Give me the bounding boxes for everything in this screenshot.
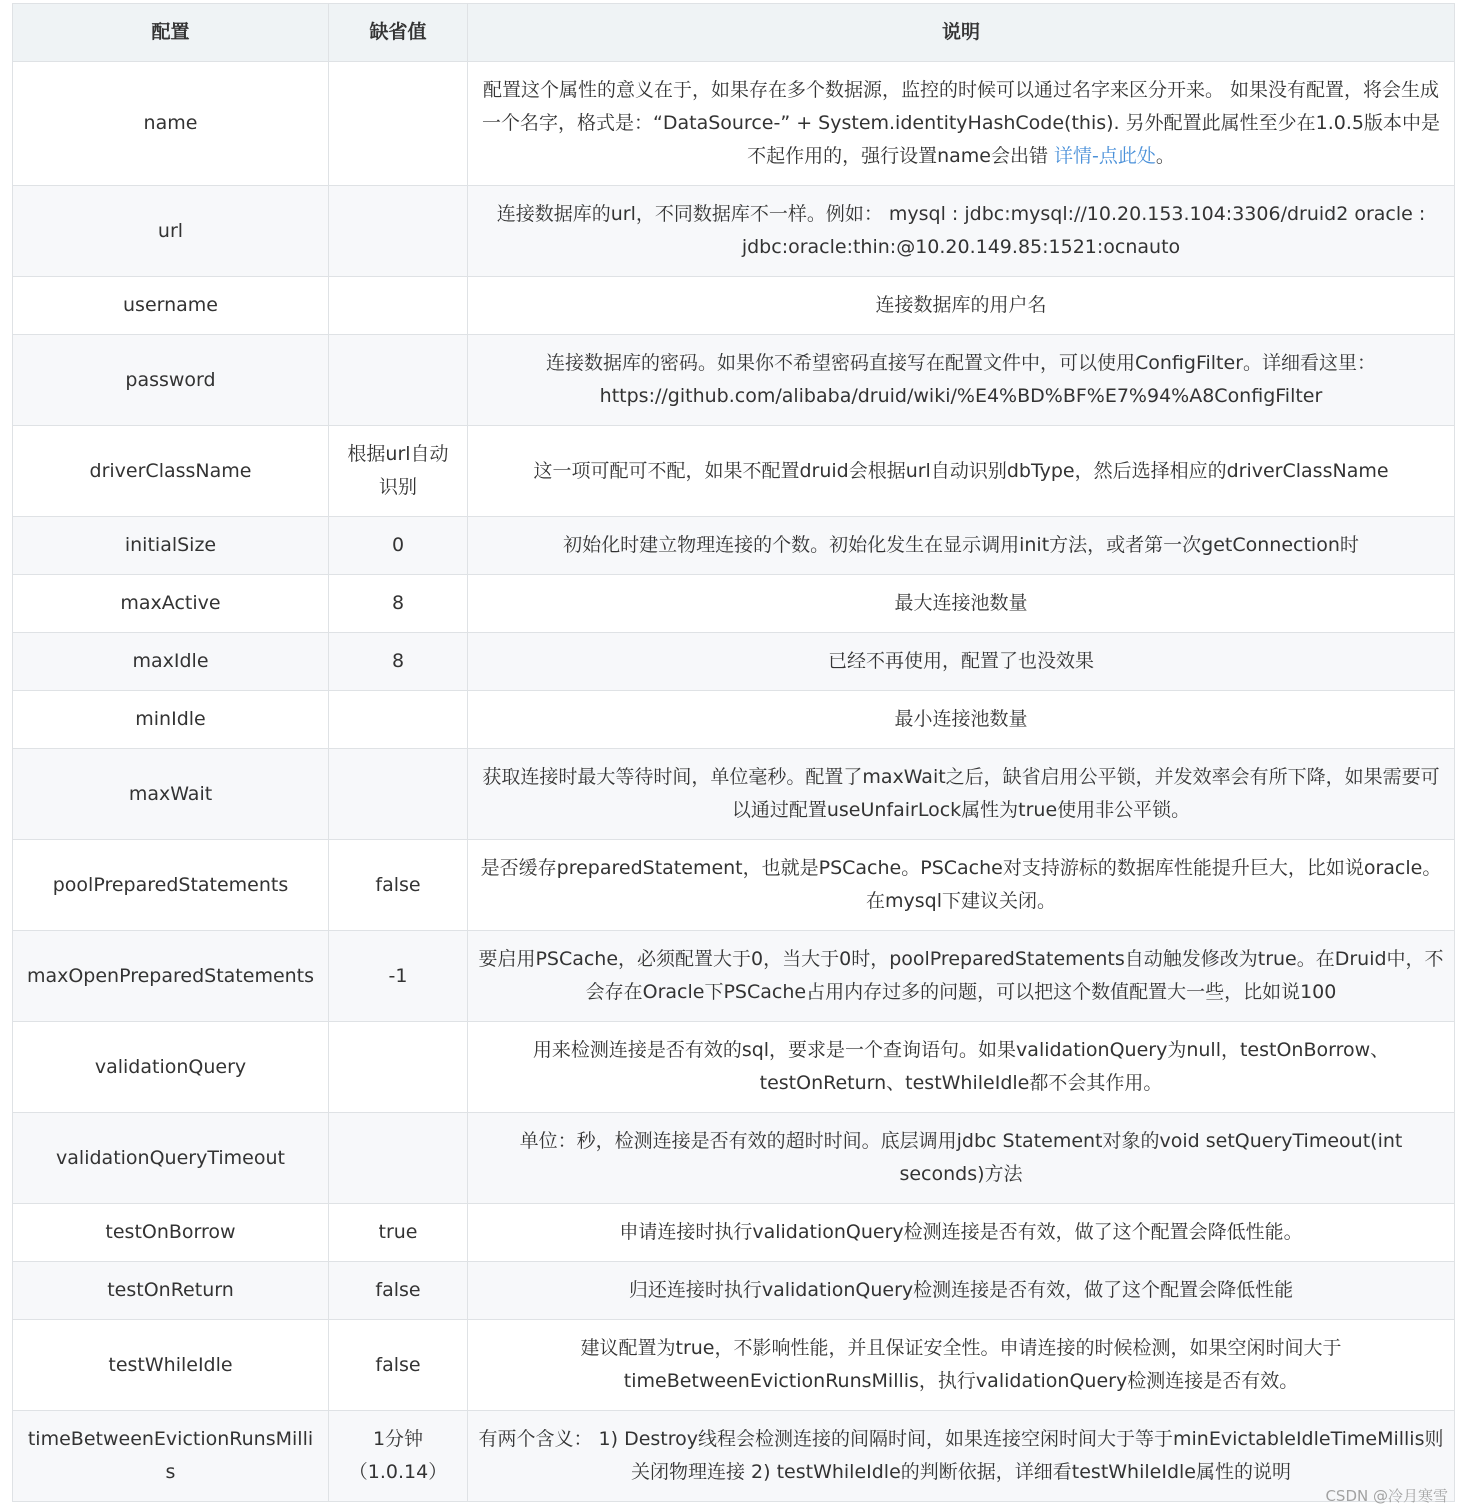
table-row <box>13 1022 1455 1113</box>
cell-default <box>329 335 468 426</box>
table-row <box>13 1262 1455 1320</box>
cell-config-name: maxIdle <box>13 633 329 691</box>
table-row <box>13 426 1455 517</box>
table-row <box>13 1113 1455 1204</box>
cell-config-name: driverClassName <box>13 426 329 517</box>
cell-config-name: name <box>13 62 329 186</box>
cell-config-name: username <box>13 277 329 335</box>
table-body <box>13 62 1455 1502</box>
table-row <box>13 575 1455 633</box>
cell-description: 获取连接时最大等待时间，单位毫秒。配置了maxWait之后，缺省启用公平锁，并发效率会有所下降，如果需要可以通过配置useUnfairLock属性为true使用非公平锁。 <box>468 749 1455 840</box>
cell-description: 初始化时建立物理连接的个数。初始化发生在显示调用init方法，或者第一次getConnection时 <box>468 517 1455 575</box>
cell-config-name: poolPreparedStatements <box>13 840 329 931</box>
cell-description: 用来检测连接是否有效的sql，要求是一个查询语句。如果validationQuery为null，testOnBorrow、testOnReturn、testWhileIdle都不会其作用。 <box>468 1022 1455 1113</box>
details-link[interactable]: 详情-点此处 <box>1054 145 1156 167</box>
table-row <box>13 517 1455 575</box>
table-row <box>13 335 1455 426</box>
table-row <box>13 633 1455 691</box>
table-row <box>13 931 1455 1022</box>
cell-description: 有两个含义： 1) Destroy线程会检测连接的间隔时间，如果连接空闲时间大于等于minEvictableIdleTimeMillis则关闭物理连接 2) testWhileIdle的判断依据，详细看testWhileIdle属性的说明 <box>468 1411 1455 1502</box>
cell-description: 最大连接池数量 <box>468 575 1455 633</box>
cell-default: 1分钟（1.0.14） <box>329 1411 468 1502</box>
table-row <box>13 62 1455 186</box>
config-table-container <box>12 3 1454 1502</box>
table-row <box>13 749 1455 840</box>
cell-config-name: testOnBorrow <box>13 1204 329 1262</box>
cell-config-name: maxWait <box>13 749 329 840</box>
table-row <box>13 1204 1455 1262</box>
cell-default <box>329 749 468 840</box>
cell-config-name: initialSize <box>13 517 329 575</box>
cell-description: 已经不再使用，配置了也没效果 <box>468 633 1455 691</box>
cell-description: 这一项可配可不配，如果不配置druid会根据url自动识别dbType，然后选择相应的driverClassName <box>468 426 1455 517</box>
cell-default <box>329 186 468 277</box>
cell-config-name: testWhileIdle <box>13 1320 329 1411</box>
cell-default <box>329 62 468 186</box>
cell-default: false <box>329 1320 468 1411</box>
description-text: 配置这个属性的意义在于，如果存在多个数据源，监控的时候可以通过名字来区分开来。 如果没有配置，将会生成一个名字，格式是：“DataSource-” + System.identityHashCode(this). 另外配置此属性至少在1.0.5版本中是不起作用的，强行设置name会出错 <box>482 79 1440 167</box>
cell-default <box>329 691 468 749</box>
cell-config-name: url <box>13 186 329 277</box>
cell-description: 单位：秒，检测连接是否有效的超时时间。底层调用jdbc Statement对象的void setQueryTimeout(int seconds)方法 <box>468 1113 1455 1204</box>
cell-config-name: maxActive <box>13 575 329 633</box>
header-description: 说明 <box>468 4 1455 62</box>
config-table <box>12 3 1455 1502</box>
cell-description: 连接数据库的url，不同数据库不一样。例如： mysql : jdbc:mysql://10.20.153.104:3306/druid2 oracle : jdbc:oracle:thin:@10.20.149.85:1521:ocnauto <box>468 186 1455 277</box>
cell-description <box>468 62 1455 186</box>
cell-description: 连接数据库的密码。如果你不希望密码直接写在配置文件中，可以使用ConfigFilter。详细看这里：https://github.com/alibaba/druid/wiki/%E4%BD%BF%E7%94%A8ConfigFilter <box>468 335 1455 426</box>
header-config: 配置 <box>13 4 329 62</box>
cell-description: 要启用PSCache，必须配置大于0，当大于0时，poolPreparedStatements自动触发修改为true。在Druid中，不会存在Oracle下PSCache占用内存过多的问题，可以把这个数值配置大一些，比如说100 <box>468 931 1455 1022</box>
cell-config-name: minIdle <box>13 691 329 749</box>
cell-config-name: validationQueryTimeout <box>13 1113 329 1204</box>
table-row <box>13 840 1455 931</box>
table-row <box>13 277 1455 335</box>
cell-config-name: password <box>13 335 329 426</box>
table-row <box>13 691 1455 749</box>
cell-default: 根据url自动识别 <box>329 426 468 517</box>
table-row <box>13 1411 1455 1502</box>
header-default: 缺省值 <box>329 4 468 62</box>
cell-default: true <box>329 1204 468 1262</box>
cell-description: 归还连接时执行validationQuery检测连接是否有效，做了这个配置会降低性能 <box>468 1262 1455 1320</box>
cell-description: 连接数据库的用户名 <box>468 277 1455 335</box>
cell-description: 最小连接池数量 <box>468 691 1455 749</box>
cell-default: false <box>329 1262 468 1320</box>
description-text-end: 。 <box>1155 145 1175 167</box>
header-row <box>13 4 1455 62</box>
cell-default: false <box>329 840 468 931</box>
cell-default: 0 <box>329 517 468 575</box>
cell-description: 建议配置为true，不影响性能，并且保证安全性。申请连接的时候检测，如果空闲时间大于timeBetweenEvictionRunsMillis，执行validationQuery检测连接是否有效。 <box>468 1320 1455 1411</box>
cell-config-name: testOnReturn <box>13 1262 329 1320</box>
table-header <box>13 4 1455 62</box>
cell-default <box>329 277 468 335</box>
cell-default <box>329 1022 468 1113</box>
cell-default: 8 <box>329 575 468 633</box>
cell-description: 申请连接时执行validationQuery检测连接是否有效，做了这个配置会降低性能。 <box>468 1204 1455 1262</box>
cell-config-name: validationQuery <box>13 1022 329 1113</box>
cell-default: 8 <box>329 633 468 691</box>
cell-config-name: maxOpenPreparedStatements <box>13 931 329 1022</box>
cell-description: 是否缓存preparedStatement，也就是PSCache。PSCache对支持游标的数据库性能提升巨大，比如说oracle。在mysql下建议关闭。 <box>468 840 1455 931</box>
cell-config-name: timeBetweenEvictionRunsMillis <box>13 1411 329 1502</box>
cell-default: -1 <box>329 931 468 1022</box>
table-row <box>13 1320 1455 1411</box>
csdn-watermark: CSDN @冷月寒雪 <box>1325 1487 1448 1505</box>
cell-default <box>329 1113 468 1204</box>
table-row <box>13 186 1455 277</box>
